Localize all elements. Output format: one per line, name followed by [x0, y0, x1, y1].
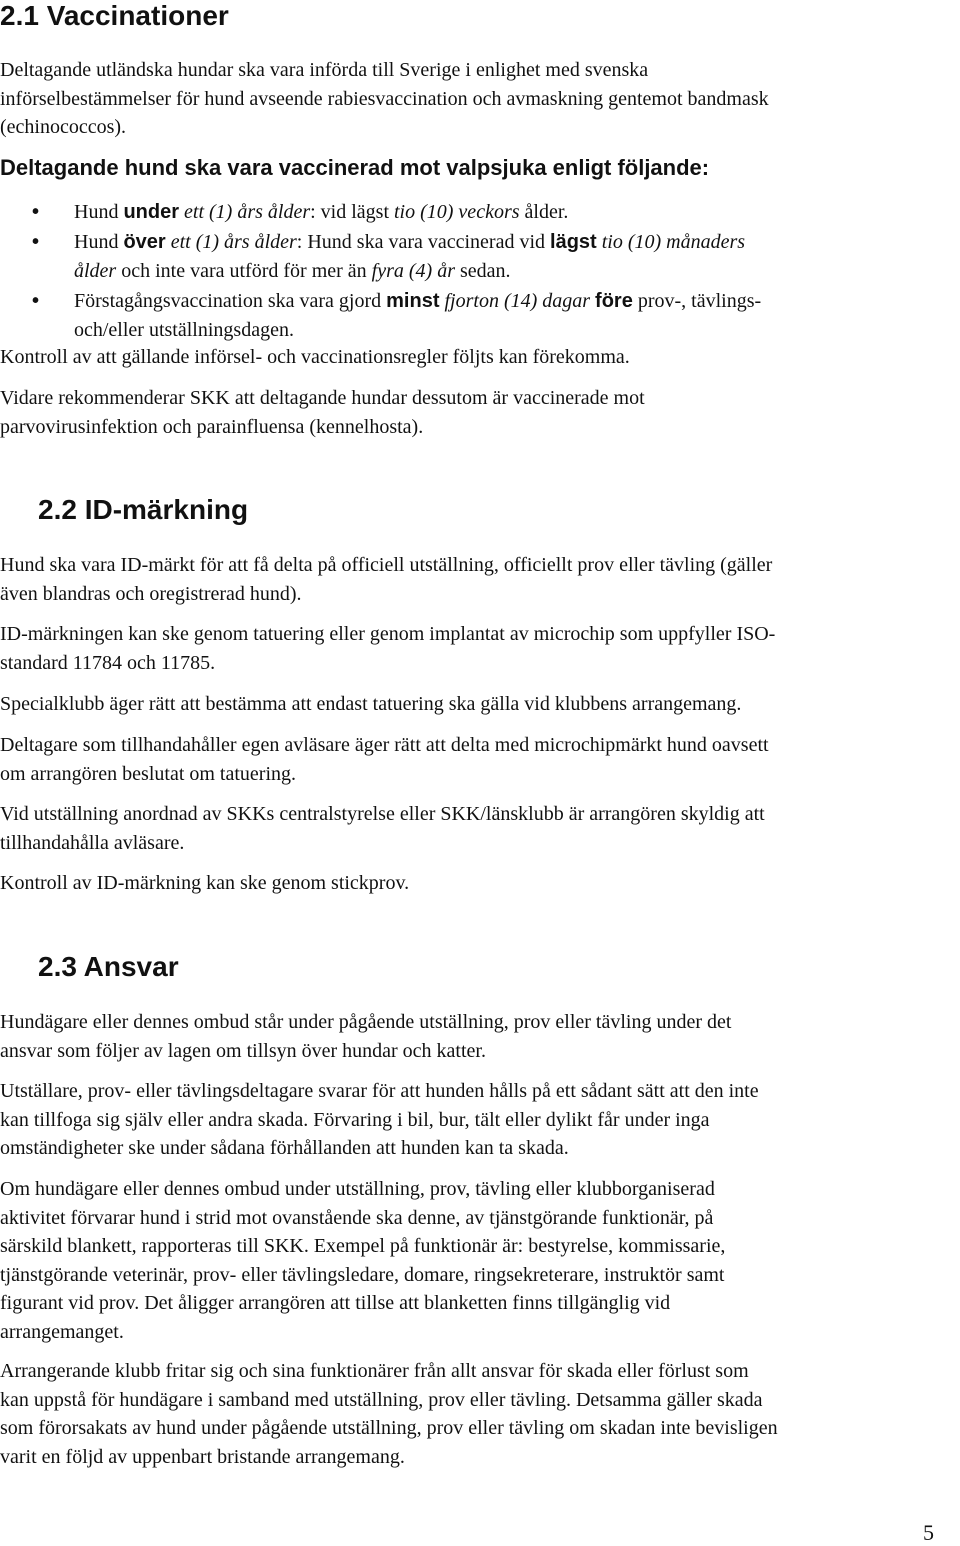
bullet-icon: •	[32, 201, 40, 223]
bullet-text	[74, 228, 954, 285]
italic-run: ålder	[74, 259, 117, 282]
italic-run: fyra (4) år	[371, 259, 455, 282]
paragraph-id-4: Deltagare som tillhandahåller egen avläsare äger rätt att delta med microchipmärkt hund oavsett om arrangören beslutat om tatuering.	[0, 734, 769, 785]
paragraph-recommend: Vidare rekommenderar SKK att deltagande hundar dessutom är vaccinerade mot parvovirusinfektion och parainfluensa (kennelhosta).	[0, 387, 645, 438]
paragraph-id-6: Kontroll av ID-märkning kan ske genom stickprov.	[0, 872, 410, 894]
paragraph-ansvar-4: Arrangerande klubb fritar sig och sina funktionärer från allt ansvar för skada eller förlust som kan uppstå för hundägare i samband med utställning, prov eller tävling. Detsamma gäller skada som förorsakats av hund under pågående utställning, prov eller tävling om skadan inte bevisligen varit en följd av uppenbart bristande arrangemang.	[0, 1360, 778, 1468]
text-run: Hund	[74, 231, 124, 253]
page-number: 5	[923, 1520, 934, 1545]
bullet-icon: •	[32, 290, 40, 312]
subheading-valpsjuka: Deltagande hund ska vara vaccinerad mot valpsjuka enligt följande:	[0, 155, 710, 180]
section-heading-vaccinationer: 2.1 Vaccinationer	[0, 0, 229, 31]
italic-run: ett (1) års ålder	[184, 201, 311, 223]
text-run: : Hund ska vara vaccinerad vid	[296, 231, 551, 253]
paragraph-ansvar-2: Utställare, prov- eller tävlingsdeltagare svarar för att hunden hålls på ett sådant sätt att den inte kan tillfoga sig själv eller andra skada. Förvaring i bil, bur, tält eller dylikt får under inga omständigheter ske under sådana förhållanden att hunden kan ta skada.	[0, 1080, 759, 1159]
italic-run: ett (1) års ålder	[170, 231, 297, 253]
italic-run: fjorton (14) dagar	[444, 290, 591, 312]
bold-run: över	[123, 231, 166, 253]
paragraph-ansvar-3: Om hundägare eller dennes ombud under utställning, prov, tävling eller klubborganiserad aktivitet förvarar hund i strid mot ovanstående ska denne, av tjänstgörande funktionär, på särskild blankett, rapporteras till SKK. Exempel på funktionär är: bestyrelse, kommissarie, tjänstgörande veterinär, prov- eller tävlingsledare, domare, ringsekreterare, instruktör samt figurant vid prov. Det åligger arrangören att tillse att blanketten finns tillgänglig vid arrangemanget.	[0, 1178, 726, 1343]
bullet-text	[74, 198, 954, 227]
text-run: : vid lägst	[310, 201, 394, 223]
text-run: prov-, tävlings- och/eller utställningsdagen.	[74, 290, 762, 341]
italic-run: tio (10) månaders	[601, 231, 746, 253]
text-run: och inte vara utförd för mer än	[116, 259, 372, 282]
paragraph-id-2: ID-märkningen kan ske genom tatuering eller genom implantat av microchip som uppfyller ISO- standard 11784 och 11785.	[0, 623, 776, 674]
text-run: ålder.	[519, 201, 569, 223]
text-run: Hund	[74, 201, 124, 223]
bold-run: minst	[386, 290, 440, 312]
paragraph-id-3: Specialklubb äger rätt att bestämma att endast tatuering ska gälla vid klubbens arrangemang.	[0, 693, 742, 715]
paragraph-control: Kontroll av att gällande införsel- och vaccinationsregler följts kan förekomma.	[0, 346, 630, 368]
text-run: sedan.	[455, 259, 511, 282]
bold-run: lägst	[550, 231, 597, 253]
section-heading-id-markning: 2.2 ID-märkning	[38, 494, 249, 525]
text-run: Förstagångsvaccination ska vara gjord	[74, 290, 387, 312]
bullet-text	[74, 287, 954, 344]
paragraph-id-5: Vid utställning anordnad av SKKs centralstyrelse eller SKK/länsklubb är arrangören skyldig att tillhandahålla avläsare.	[0, 803, 765, 854]
bold-run: före	[595, 290, 633, 312]
bullet-icon: •	[32, 231, 40, 253]
paragraph-ansvar-1: Hundägare eller dennes ombud står under pågående utställning, prov eller tävling under det ansvar som följer av lagen om tillsyn över hundar och katter.	[0, 1011, 732, 1062]
italic-run: tio (10) veckors	[394, 201, 520, 223]
section-heading-ansvar: 2.3 Ansvar	[38, 951, 179, 982]
paragraph-intro: Deltagande utländska hundar ska vara införda till Sverige i enlighet med svenska införselbestämmelser för hund avseende rabiesvaccination och avmaskning gentemot bandmask (echinococcos).	[0, 59, 769, 138]
bold-run: under	[123, 201, 180, 223]
paragraph-id-1: Hund ska vara ID-märkt för att få delta på officiell utställning, officiellt prov eller tävling (gäller även blandras och oregistrerad hund).	[0, 554, 773, 605]
